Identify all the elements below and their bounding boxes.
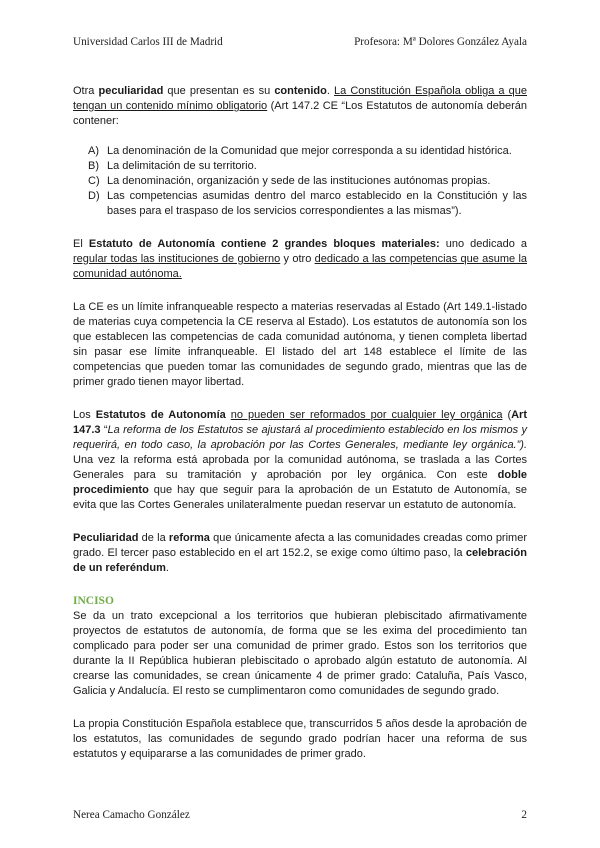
list-item [73,174,527,189]
paragraph-inciso: Se da un trato excepcional a los territorios que hubieran plebiscitado afirmativamente proyectos de estatutos de autonomía, de forma que se les exima del procedimiento tan complicado para poder ser una comunidad de primer grado. Estos son los territorios que durante la II República hubieran plebiscitado o aprobado algún estatuto de autonomía. Al crearse las comunidades, se crean únicamente 4 de primer grado: Cataluña, País Vasco, Galicia y Andalucía. El resto se cumplimentaron como comunidades de segundo grado. [73,610,527,697]
underlined-run: no pueden ser reformados por cualquier ley orgánica [230,409,503,421]
list-item [73,144,527,159]
text-run: Una vez la reforma está aprobada por la comunidad autónoma, se traslada a las Cortes Generales para su tramitación y aprobación por ley orgánica. Con este [73,454,527,481]
bold-run: peculiaridad [98,85,164,97]
footer-author: Nerea Camacho González [73,809,190,821]
underlined-run: dedicado a las competencias que asume la comunidad autónoma. [73,253,528,280]
document-body [73,84,527,780]
paragraph-peculiaridad-reforma [73,531,527,576]
header-professor: Profesora: Mª Dolores González Ayala [354,36,527,48]
bold-run: Art 147.3 [73,409,527,436]
paragraph-equiparacion: La propia Constitución Española establece que, transcurridos 5 años desde la aprobación de los estatutos, las comunidades de segundo grado podrían hacer una reforma de sus estatutos y equipararse a las comunidades de primer grado. [73,718,527,760]
text-run: que presentan es su [163,85,275,97]
text-run: (Art 147.2 CE “Los Estatutos de autonomía deberán contener: [73,100,527,127]
contenido-list [73,144,527,219]
text-run: . [165,562,169,574]
text-run: Otra [73,85,99,97]
underlined-run: regular todas las instituciones de gobierno [73,253,281,265]
list-text: La delimitación de su territorio. [107,160,257,172]
text-run: que hay que seguir para la aprobación de un Estatuto de Autonomía, se evita que las Cortes Generales unilateralmente puedan reservar un estatuto de autonomía. [73,484,527,511]
paragraph-bloques [73,237,527,282]
list-text: Las competencias asumidas dentro del marco establecido en la Constitución y las bases para el traspaso de los servicios correspondientes a las mismas”). [107,190,527,217]
list-marker: D) [88,190,100,202]
text-run: uno dedicado a [439,238,528,250]
paragraph-contenido [73,84,527,129]
text-run: ( [502,409,512,421]
list-marker: A) [88,145,99,157]
text-run: . [326,85,335,97]
page-header [73,36,527,48]
list-item [73,189,527,219]
paragraph-limite: La CE es un límite infranqueable respecto a materias reservadas al Estado (Art 149.1-listado de materias cuya competencia la CE reserva al Estado). Los estatutos de autonomía son los que establecen las competencias de cada comunidad autónoma, y tienen completa libertad sin pasar ese límite infranqueable. El listado del art 148 establece el límite de las competencias que pueden tomar las comunidades de segundo grado, mientras que las de primer grado tienen mayor libertad. [73,301,527,388]
text-run: El [73,238,89,250]
list-text: La denominación de la Comunidad que mejor corresponda a su identidad histórica. [107,145,512,157]
text-run: y otro [280,253,315,265]
list-marker: C) [88,175,100,187]
bold-run: Estatuto de Autonomía contiene 2 grandes bloques materiales: [88,238,440,250]
bold-run: Estatutos de Autonomía [95,409,226,421]
header-university: Universidad Carlos III de Madrid [73,36,223,48]
bold-run: contenido [274,85,327,97]
text-run: Los [73,409,96,421]
italic-run: La reforma de los Estatutos se ajustará al procedimiento establecido en los mismos y requerirá, en todo caso, la aprobación por las Cortes Generales, mediante ley orgánica.”). [73,424,527,451]
page-footer [73,809,527,821]
list-item [73,159,527,174]
text-run: de la [138,532,169,544]
list-text: La denominación, organización y sede de las instituciones autónomas propias. [107,175,491,187]
bold-run: reforma [168,532,210,544]
text-run: “ [100,424,108,436]
text-run: que únicamente afecta a las comunidades creadas como primer grado. El tercer paso establecido en el art 152.2, se exige como último paso, la [73,532,527,559]
section-heading-inciso: INCISO [73,595,114,607]
bold-run: doble procedimiento [73,469,527,496]
bold-run: Peculiaridad [73,532,139,544]
bold-run: celebración de un referéndum [73,547,527,574]
list-marker: B) [88,160,99,172]
underlined-run: La Constitución Española obliga a que tengan un contenido mínimo obligatorio [73,85,527,112]
page-number: 2 [521,809,527,821]
paragraph-reforma [73,408,527,513]
